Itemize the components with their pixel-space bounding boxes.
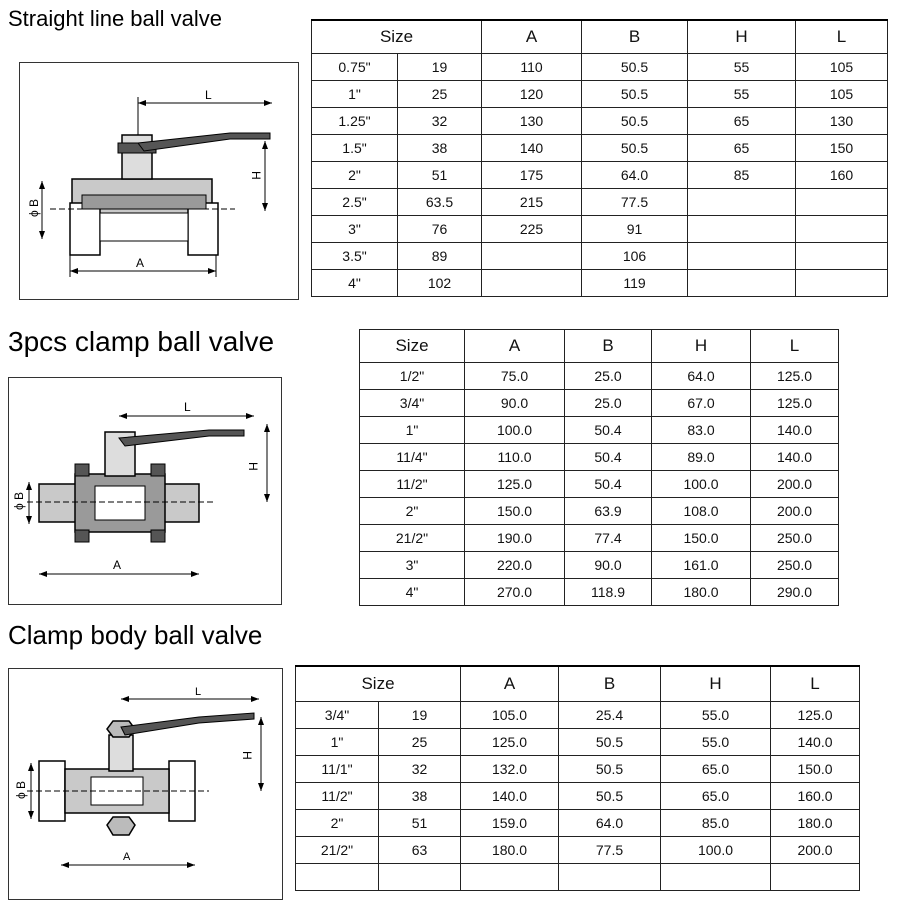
cell-a: 132.0 bbox=[461, 756, 559, 783]
clampbody-rows bbox=[296, 702, 860, 891]
header-l: L bbox=[751, 330, 839, 363]
cell-b: 50.5 bbox=[559, 729, 661, 756]
straight-valve-table bbox=[311, 19, 888, 297]
cell-a: 130 bbox=[482, 108, 582, 135]
section-title-3pcs: 3pcs clamp ball valve bbox=[8, 326, 275, 357]
table-row bbox=[360, 390, 839, 417]
cell-a bbox=[482, 270, 582, 297]
table-row bbox=[296, 783, 860, 810]
cell-h: 55.0 bbox=[661, 702, 771, 729]
cell-l: 140.0 bbox=[771, 729, 860, 756]
cell-a: 125.0 bbox=[461, 729, 559, 756]
dim-label-a: A bbox=[123, 851, 131, 863]
cell-b: 25.0 bbox=[565, 363, 652, 390]
cell-a: 175 bbox=[482, 162, 582, 189]
cell-size-mm: 25 bbox=[398, 81, 482, 108]
table-row bbox=[312, 108, 888, 135]
cell-size-in: 3/4" bbox=[296, 702, 379, 729]
table-header-row bbox=[360, 330, 839, 363]
table-row bbox=[312, 81, 888, 108]
header-b: B bbox=[565, 330, 652, 363]
cell-h: 65.0 bbox=[661, 783, 771, 810]
cell-b: 119 bbox=[582, 270, 688, 297]
cell-size-mm: 102 bbox=[398, 270, 482, 297]
cell-a: 120 bbox=[482, 81, 582, 108]
cell-h: 65.0 bbox=[661, 756, 771, 783]
cell-b: 50.4 bbox=[565, 417, 652, 444]
cell-b: 50.5 bbox=[582, 108, 688, 135]
cell-size-mm: 19 bbox=[398, 54, 482, 81]
cell-size-in: 3" bbox=[312, 216, 398, 243]
table-row bbox=[312, 270, 888, 297]
cell-h: 55 bbox=[688, 54, 796, 81]
table-row bbox=[360, 444, 839, 471]
table-header-row bbox=[296, 666, 860, 702]
cell-l: 130 bbox=[796, 108, 888, 135]
cell-b: 64.0 bbox=[559, 810, 661, 837]
cell-b: 90.0 bbox=[565, 552, 652, 579]
cell-l: 200.0 bbox=[751, 498, 839, 525]
cell-size-in: 11/1" bbox=[296, 756, 379, 783]
cell-size-mm bbox=[379, 864, 461, 891]
straight-rows bbox=[312, 54, 888, 297]
table-row bbox=[312, 243, 888, 270]
cell-l: 150 bbox=[796, 135, 888, 162]
cell-b: 25.0 bbox=[565, 390, 652, 417]
cell-size-mm: 51 bbox=[398, 162, 482, 189]
cell-l: 125.0 bbox=[771, 702, 860, 729]
dim-label-l: L bbox=[205, 88, 212, 102]
header-h: H bbox=[688, 20, 796, 54]
cell-h: 108.0 bbox=[652, 498, 751, 525]
section-title-straight: Straight line ball valve bbox=[8, 6, 223, 31]
cell-size: 1/2" bbox=[360, 363, 465, 390]
straight-valve-drawing bbox=[19, 62, 299, 300]
header-b: B bbox=[582, 20, 688, 54]
cell-size-mm: 38 bbox=[379, 783, 461, 810]
header-h: H bbox=[652, 330, 751, 363]
cell-a: 150.0 bbox=[465, 498, 565, 525]
cell-a: 180.0 bbox=[461, 837, 559, 864]
cell-b: 118.9 bbox=[565, 579, 652, 606]
3pcs-valve-svg bbox=[9, 378, 281, 604]
cell-b: 50.4 bbox=[565, 471, 652, 498]
table-row bbox=[312, 162, 888, 189]
3pcs-valve-drawing bbox=[8, 377, 282, 605]
cell-size: 1" bbox=[360, 417, 465, 444]
cell-size-in: 1" bbox=[312, 81, 398, 108]
dim-label-a: A bbox=[136, 256, 145, 270]
cell-l: 125.0 bbox=[751, 363, 839, 390]
cell-l bbox=[771, 864, 860, 891]
cell-size-mm: 25 bbox=[379, 729, 461, 756]
cell-h: 161.0 bbox=[652, 552, 751, 579]
cell-a: 125.0 bbox=[465, 471, 565, 498]
cell-l: 140.0 bbox=[751, 444, 839, 471]
cell-size-in: 2.5" bbox=[312, 189, 398, 216]
cell-b: 91 bbox=[582, 216, 688, 243]
table-row bbox=[360, 471, 839, 498]
clampbody-valve-drawing bbox=[8, 668, 283, 900]
cell-b: 25.4 bbox=[559, 702, 661, 729]
cell-a: 215 bbox=[482, 189, 582, 216]
cell-b: 50.5 bbox=[582, 81, 688, 108]
cell-h bbox=[688, 270, 796, 297]
table-row bbox=[296, 837, 860, 864]
cell-size-in: 0.75" bbox=[312, 54, 398, 81]
cell-a bbox=[461, 864, 559, 891]
cell-b: 50.5 bbox=[582, 54, 688, 81]
clampbody-valve-svg bbox=[9, 669, 282, 899]
cell-h bbox=[688, 243, 796, 270]
cell-h: 67.0 bbox=[652, 390, 751, 417]
cell-h: 85 bbox=[688, 162, 796, 189]
cell-l bbox=[796, 270, 888, 297]
header-size: Size bbox=[312, 20, 482, 54]
section-title-clampbody: Clamp body ball valve bbox=[8, 620, 263, 650]
header-b: B bbox=[559, 666, 661, 702]
cell-size-mm: 63.5 bbox=[398, 189, 482, 216]
cell-l: 140.0 bbox=[751, 417, 839, 444]
table-row bbox=[312, 216, 888, 243]
table-row bbox=[312, 189, 888, 216]
cell-a: 190.0 bbox=[465, 525, 565, 552]
cell-size-in: 2" bbox=[296, 810, 379, 837]
cell-size: 2" bbox=[360, 498, 465, 525]
cell-a: 75.0 bbox=[465, 363, 565, 390]
cell-size-in: 21/2" bbox=[296, 837, 379, 864]
header-h: H bbox=[661, 666, 771, 702]
cell-b: 50.5 bbox=[582, 135, 688, 162]
cell-l bbox=[796, 189, 888, 216]
cell-h: 65 bbox=[688, 108, 796, 135]
cell-l: 160 bbox=[796, 162, 888, 189]
cell-h bbox=[661, 864, 771, 891]
table-row bbox=[312, 54, 888, 81]
cell-b: 106 bbox=[582, 243, 688, 270]
clampbody-valve-table bbox=[295, 665, 860, 891]
cell-b: 50.4 bbox=[565, 444, 652, 471]
cell-size-in: 1.5" bbox=[312, 135, 398, 162]
cell-l: 125.0 bbox=[751, 390, 839, 417]
dim-label-h: H bbox=[240, 751, 254, 760]
cell-l: 105 bbox=[796, 81, 888, 108]
dim-label-h: H bbox=[246, 462, 260, 471]
header-size: Size bbox=[360, 330, 465, 363]
table-row bbox=[296, 810, 860, 837]
cell-size: 3/4" bbox=[360, 390, 465, 417]
cell-b: 50.5 bbox=[559, 756, 661, 783]
straight-valve-svg bbox=[20, 63, 298, 299]
cell-size-in: 3.5" bbox=[312, 243, 398, 270]
cell-h: 64.0 bbox=[652, 363, 751, 390]
cell-a: 110 bbox=[482, 54, 582, 81]
cell-l: 250.0 bbox=[751, 552, 839, 579]
cell-size-in: 2" bbox=[312, 162, 398, 189]
cell-b bbox=[559, 864, 661, 891]
table-row bbox=[360, 498, 839, 525]
cell-b: 77.5 bbox=[582, 189, 688, 216]
cell-size-mm: 32 bbox=[379, 756, 461, 783]
cell-h bbox=[688, 216, 796, 243]
cell-b: 50.5 bbox=[559, 783, 661, 810]
header-a: A bbox=[482, 20, 582, 54]
cell-b: 77.5 bbox=[559, 837, 661, 864]
cell-size-mm: 63 bbox=[379, 837, 461, 864]
header-size: Size bbox=[296, 666, 461, 702]
cell-l bbox=[796, 243, 888, 270]
cell-h: 100.0 bbox=[652, 471, 751, 498]
dim-label-a: A bbox=[113, 558, 122, 572]
header-l: L bbox=[796, 20, 888, 54]
dim-label-l: L bbox=[184, 400, 191, 414]
cell-l: 200.0 bbox=[771, 837, 860, 864]
header-a: A bbox=[465, 330, 565, 363]
cell-size: 3" bbox=[360, 552, 465, 579]
cell-l bbox=[796, 216, 888, 243]
cell-size-in: 11/2" bbox=[296, 783, 379, 810]
cell-size-in bbox=[296, 864, 379, 891]
cell-h bbox=[688, 189, 796, 216]
dim-label-h: H bbox=[249, 171, 263, 180]
cell-h: 55.0 bbox=[661, 729, 771, 756]
cell-size-in: 1.25" bbox=[312, 108, 398, 135]
cell-h: 83.0 bbox=[652, 417, 751, 444]
header-a: A bbox=[461, 666, 559, 702]
cell-size-mm: 76 bbox=[398, 216, 482, 243]
cell-a: 220.0 bbox=[465, 552, 565, 579]
cell-size-mm: 51 bbox=[379, 810, 461, 837]
cell-l: 250.0 bbox=[751, 525, 839, 552]
table-row bbox=[312, 135, 888, 162]
cell-size-mm: 19 bbox=[379, 702, 461, 729]
cell-size: 21/2" bbox=[360, 525, 465, 552]
cell-l: 180.0 bbox=[771, 810, 860, 837]
table-row bbox=[360, 363, 839, 390]
cell-a: 100.0 bbox=[465, 417, 565, 444]
table-row bbox=[296, 729, 860, 756]
cell-l: 160.0 bbox=[771, 783, 860, 810]
cell-b: 77.4 bbox=[565, 525, 652, 552]
cell-a: 110.0 bbox=[465, 444, 565, 471]
cell-a: 270.0 bbox=[465, 579, 565, 606]
cell-size-mm: 32 bbox=[398, 108, 482, 135]
table-row bbox=[296, 702, 860, 729]
cell-l: 290.0 bbox=[751, 579, 839, 606]
dim-label-l: L bbox=[195, 686, 202, 698]
cell-a: 225 bbox=[482, 216, 582, 243]
cell-l: 150.0 bbox=[771, 756, 860, 783]
table-row bbox=[296, 756, 860, 783]
cell-size-in: 1" bbox=[296, 729, 379, 756]
cell-size: 11/4" bbox=[360, 444, 465, 471]
cell-b: 63.9 bbox=[565, 498, 652, 525]
cell-l: 105 bbox=[796, 54, 888, 81]
dim-label-b: ϕ B bbox=[12, 491, 26, 510]
dim-label-b: ϕ B bbox=[27, 198, 41, 217]
cell-h: 100.0 bbox=[661, 837, 771, 864]
table-row bbox=[360, 579, 839, 606]
cell-size: 4" bbox=[360, 579, 465, 606]
table-row bbox=[360, 552, 839, 579]
cell-h: 85.0 bbox=[661, 810, 771, 837]
table-row bbox=[360, 417, 839, 444]
cell-a: 140 bbox=[482, 135, 582, 162]
cell-a bbox=[482, 243, 582, 270]
cell-h: 150.0 bbox=[652, 525, 751, 552]
cell-h: 180.0 bbox=[652, 579, 751, 606]
cell-b: 64.0 bbox=[582, 162, 688, 189]
cell-a: 90.0 bbox=[465, 390, 565, 417]
cell-a: 105.0 bbox=[461, 702, 559, 729]
3pcs-rows bbox=[360, 363, 839, 606]
cell-size-mm: 38 bbox=[398, 135, 482, 162]
cell-size-in: 4" bbox=[312, 270, 398, 297]
cell-l: 200.0 bbox=[751, 471, 839, 498]
3pcs-valve-table bbox=[359, 329, 839, 606]
cell-h: 55 bbox=[688, 81, 796, 108]
header-l: L bbox=[771, 666, 860, 702]
cell-h: 89.0 bbox=[652, 444, 751, 471]
cell-size: 11/2" bbox=[360, 471, 465, 498]
table-row bbox=[296, 864, 860, 891]
table-row bbox=[360, 525, 839, 552]
cell-h: 65 bbox=[688, 135, 796, 162]
cell-size-mm: 89 bbox=[398, 243, 482, 270]
dim-label-b: ϕ B bbox=[14, 780, 28, 799]
table-header-row bbox=[312, 20, 888, 54]
cell-a: 159.0 bbox=[461, 810, 559, 837]
cell-a: 140.0 bbox=[461, 783, 559, 810]
